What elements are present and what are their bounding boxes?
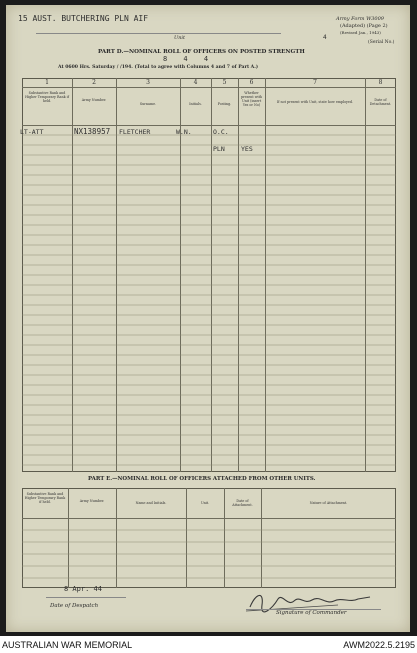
e-col-header-rank: Substantive Rank and Higher Temporary Rank if held. [24, 492, 66, 504]
unit-label: Unit [174, 35, 186, 41]
unit-name: 15 AUST. BUTCHERING PLN AIF [18, 14, 149, 23]
part-d-title: PART D.—NOMINAL ROLL OF OFFICERS ON POSTED STRENGTH [98, 49, 305, 55]
e-col-header-unit: Unit. [200, 501, 210, 505]
part-e-title: PART E.—NOMINAL ROLL OF OFFICERS ATTACHED FROM OTHER UNITS. [88, 476, 316, 482]
col-no-1: 1 [45, 79, 49, 86]
col-header-how-employed: If not present with Unit, state how employed. [276, 100, 354, 104]
e-col-header-name: Name and Initials. [135, 501, 167, 505]
footer-institution: AUSTRALIAN WAR MEMORIAL [2, 640, 133, 650]
row1-army-number: NX138957 [74, 127, 111, 136]
form-number: Army Form W3009 [336, 16, 384, 22]
despatch-date: 8 Apr. 44 [64, 585, 102, 593]
row1-initials: W.N. [176, 128, 192, 136]
col-header-initials: Initials. [189, 102, 202, 106]
form-adapted: (Adapted) (Page 2) [340, 23, 388, 29]
part-e-ruled-rows [22, 518, 396, 588]
row2-posting: PLN [213, 145, 225, 153]
page-number: 4 [323, 34, 327, 41]
row1-rank: LT-ATT [20, 128, 44, 136]
row2-present: YES [241, 145, 253, 153]
unit-underline [36, 33, 281, 34]
col-no-8: 8 [378, 79, 383, 86]
col-no-7: 7 [313, 79, 317, 86]
col-no-6: 6 [249, 79, 254, 86]
col-number-row-line [22, 87, 396, 88]
col-header-posting: Posting. [217, 102, 232, 106]
col-no-5: 5 [222, 79, 227, 86]
col-header-rank: Substantive Rank and Higher Temporary Rank if held. [25, 91, 69, 103]
e-col-header-nature: Nature of Attachment. [309, 501, 348, 505]
col-header-present: Whether present with Unit (insert Yes or No) [240, 91, 263, 107]
form-sheet [6, 5, 410, 632]
archive-footer [0, 638, 417, 653]
col-no-4: 4 [193, 79, 198, 86]
despatch-label: Date of Despatch [50, 603, 99, 609]
row1-posting: O.C. [213, 128, 229, 136]
part-d-date-line: At 0600 Hrs. Saturday / /194. (Total to agree with Columns 4 and 7 of Part A.) [58, 65, 259, 70]
col-header-detachment: Date of Detachment. [369, 98, 392, 106]
col-no-2: 2 [92, 79, 96, 86]
col-header-surname: Surname. [139, 102, 157, 106]
row1-surname: FLETCHER [119, 128, 151, 136]
despatch-underline [46, 597, 126, 598]
e-col-header-army-number: Army Number. [79, 499, 105, 503]
e-col-header-date: Date of Attachment. [232, 499, 253, 507]
serial-label: (Serial No.) [368, 40, 395, 45]
col-header-army-number: Army Number. [81, 98, 107, 102]
form-revised: (Revised Jan., 1943) [340, 30, 381, 35]
part-d-date-typed: 8 4 4 [163, 55, 215, 63]
commander-label: Signature of Commander [276, 610, 347, 616]
footer-accession: AWM2022.5.2195 [343, 640, 415, 650]
col-no-3: 3 [146, 79, 150, 86]
part-d-ruled-rows [22, 125, 396, 472]
